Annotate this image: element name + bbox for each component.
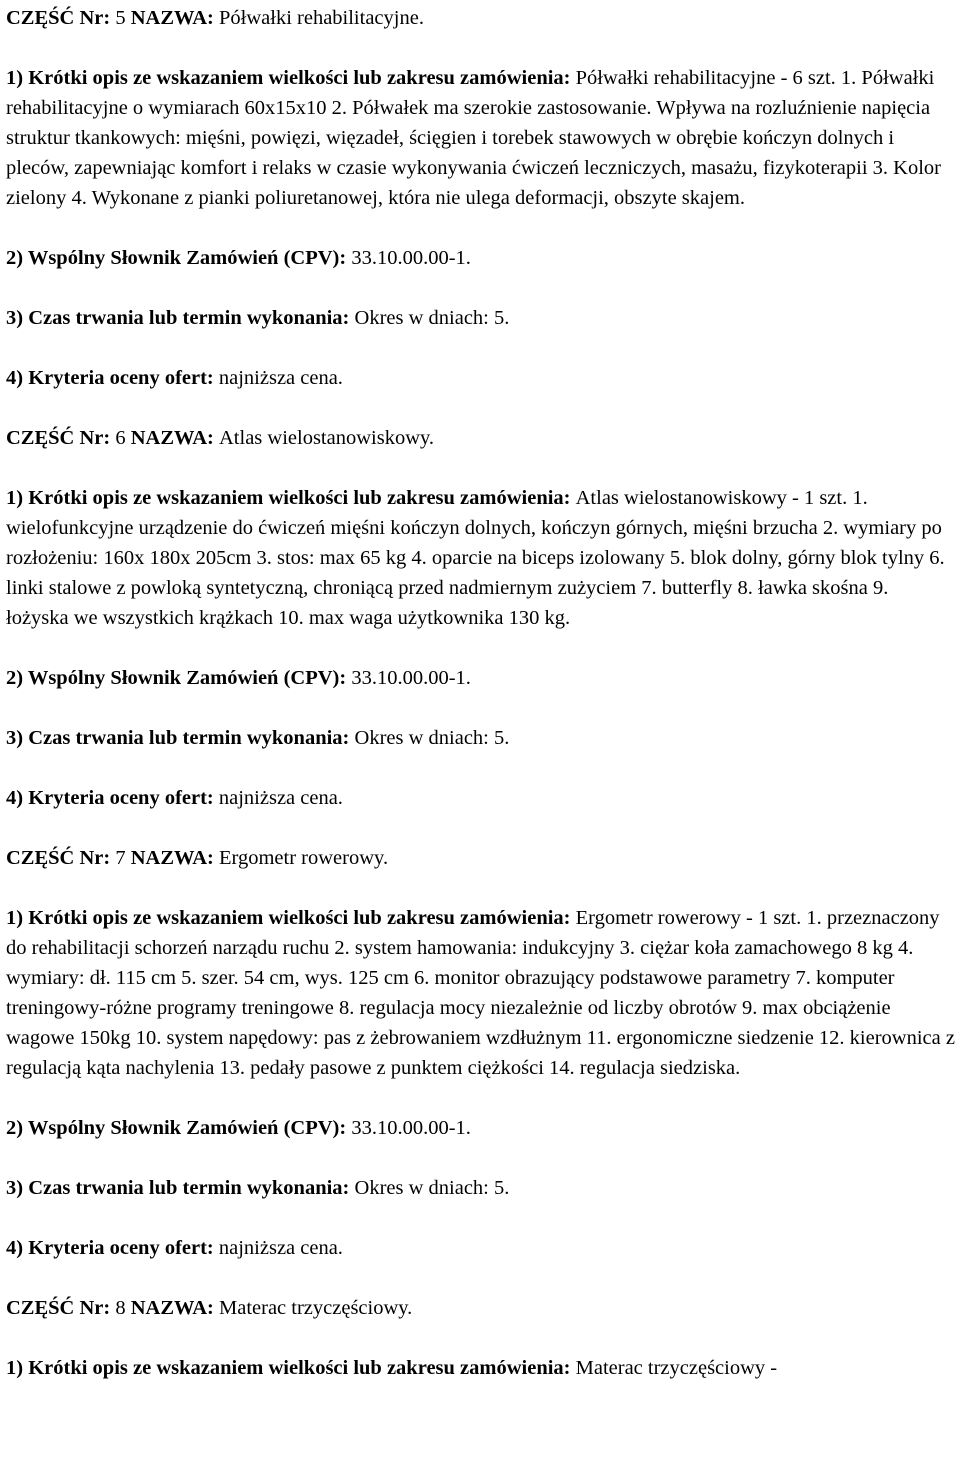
part-5 [6, 3, 956, 393]
description-text: Atlas wielostanowiskowy - 1 szt. 1. wielofunkcyjne urządzenie do ćwiczeń mięśni kończyn dolnych, kończyn górnych, mięśni brzucha 2. wymiary po rozłożeniu: 160x 180x 205cm 3. stos: max 65 kg 4. oparcie na biceps izolowany 5. blok dolny, górny blok tylny 6. linki stalowe z powloką syntetyczną, chroniącą przed nadmiernym zużyciem 7. butterfly 8. ławka skośna 9. łożyska we wszystkich krążkach 10. max waga użytkownika 130 kg. [6, 487, 945, 629]
part-title [6, 1293, 956, 1323]
description-label: 1) Krótki opis ze wskazaniem wielkości lub zakresu zamówienia: [6, 1357, 576, 1379]
description-label: 1) Krótki opis ze wskazaniem wielkości lub zakresu zamówienia: [6, 907, 576, 929]
part-description [6, 1353, 956, 1383]
part-8 [6, 1293, 956, 1383]
part-name-label: NAZWA: [130, 427, 219, 449]
description-text: Materac trzyczęściowy - [575, 1357, 778, 1379]
duration-label: 3) Czas trwania lub termin wykonania: [6, 727, 355, 749]
part-name: Półwałki rehabilitacyjne. [219, 7, 424, 29]
part-number: 7 [115, 847, 126, 869]
part-cpv [6, 663, 956, 693]
part-number-label: CZĘŚĆ Nr: [6, 7, 116, 29]
duration-value: Okres w dniach: 5. [354, 727, 510, 749]
criteria-label: 4) Kryteria oceny ofert: [6, 1237, 219, 1259]
part-description [6, 483, 956, 633]
part-name: Materac trzyczęściowy. [219, 1297, 413, 1319]
part-name: Atlas wielostanowiskowy. [219, 427, 435, 449]
part-7 [6, 843, 956, 1263]
part-number: 5 [115, 7, 126, 29]
part-number: 8 [115, 1297, 126, 1319]
document-page [6, 0, 956, 1383]
part-6 [6, 423, 956, 813]
part-title [6, 3, 956, 33]
cpv-label: 2) Wspólny Słownik Zamówień (CPV): [6, 247, 352, 269]
part-name: Ergometr rowerowy. [219, 847, 389, 869]
part-criteria [6, 783, 956, 813]
cpv-label: 2) Wspólny Słownik Zamówień (CPV): [6, 1117, 352, 1139]
part-number-label: CZĘŚĆ Nr: [6, 847, 116, 869]
cpv-label: 2) Wspólny Słownik Zamówień (CPV): [6, 667, 352, 689]
criteria-value: najniższa cena. [218, 367, 343, 389]
cpv-code: 33.10.00.00-1. [351, 1117, 471, 1139]
part-title [6, 843, 956, 873]
part-criteria [6, 363, 956, 393]
part-number-label: CZĘŚĆ Nr: [6, 427, 116, 449]
part-criteria [6, 1233, 956, 1263]
part-name-label: NAZWA: [130, 7, 219, 29]
part-description [6, 903, 956, 1083]
cpv-code: 33.10.00.00-1. [351, 247, 471, 269]
duration-label: 3) Czas trwania lub termin wykonania: [6, 307, 355, 329]
description-text: Ergometr rowerowy - 1 szt. 1. przeznaczony do rehabilitacji schorzeń narządu ruchu 2. system hamowania: indukcyjny 3. ciężar koła zamachowego 8 kg 4. wymiary: dł. 115 cm 5. szer. 54 cm, wys. 125 cm 6. monitor obrazujący podstawowe parametry 7. komputer treningowy-różne programy treningowe 8. regulacja mocy niezależnie od liczby obrotów 9. max obciążenie wagowe 150kg 10. system napędowy: pas z żebrowaniem wzdłużnym 11. ergonomiczne siedzenie 12. kierownica z regulacją kąta nachylenia 13. pedały pasowe z punktem ciężkości 14. regulacja siedziska. [6, 907, 955, 1079]
criteria-label: 4) Kryteria oceny ofert: [6, 367, 219, 389]
part-duration [6, 303, 956, 333]
description-text: Półwałki rehabilitacyjne - 6 szt. 1. Półwałki rehabilitacyjne o wymiarach 60x15x10 2. Półwałek ma szerokie zastosowanie. Wpływa na rozluźnienie napięcia struktur tkankowych: mięśni, powięzi, więzadeł, ścięgien i torebek stawowych w obrębie kończyn dolnych i pleców, zapewniając komfort i relaks w czasie wykonywania ćwiczeń leczniczych, masażu, fizykoterapii 3. Kolor zielony 4. Wykonane z pianki poliuretanowej, która nie ulega deformacji, obszyte skajem. [6, 67, 942, 209]
part-duration [6, 1173, 956, 1203]
part-duration [6, 723, 956, 753]
duration-value: Okres w dniach: 5. [354, 1177, 510, 1199]
part-description [6, 63, 956, 213]
part-number-label: CZĘŚĆ Nr: [6, 1297, 116, 1319]
criteria-label: 4) Kryteria oceny ofert: [6, 787, 219, 809]
description-label: 1) Krótki opis ze wskazaniem wielkości lub zakresu zamówienia: [6, 487, 576, 509]
duration-label: 3) Czas trwania lub termin wykonania: [6, 1177, 355, 1199]
part-name-label: NAZWA: [130, 847, 219, 869]
cpv-code: 33.10.00.00-1. [351, 667, 471, 689]
criteria-value: najniższa cena. [218, 787, 343, 809]
part-name-label: NAZWA: [130, 1297, 219, 1319]
part-title [6, 423, 956, 453]
part-number: 6 [115, 427, 126, 449]
description-label: 1) Krótki opis ze wskazaniem wielkości lub zakresu zamówienia: [6, 67, 576, 89]
part-cpv [6, 1113, 956, 1143]
criteria-value: najniższa cena. [218, 1237, 343, 1259]
part-cpv [6, 243, 956, 273]
duration-value: Okres w dniach: 5. [354, 307, 510, 329]
